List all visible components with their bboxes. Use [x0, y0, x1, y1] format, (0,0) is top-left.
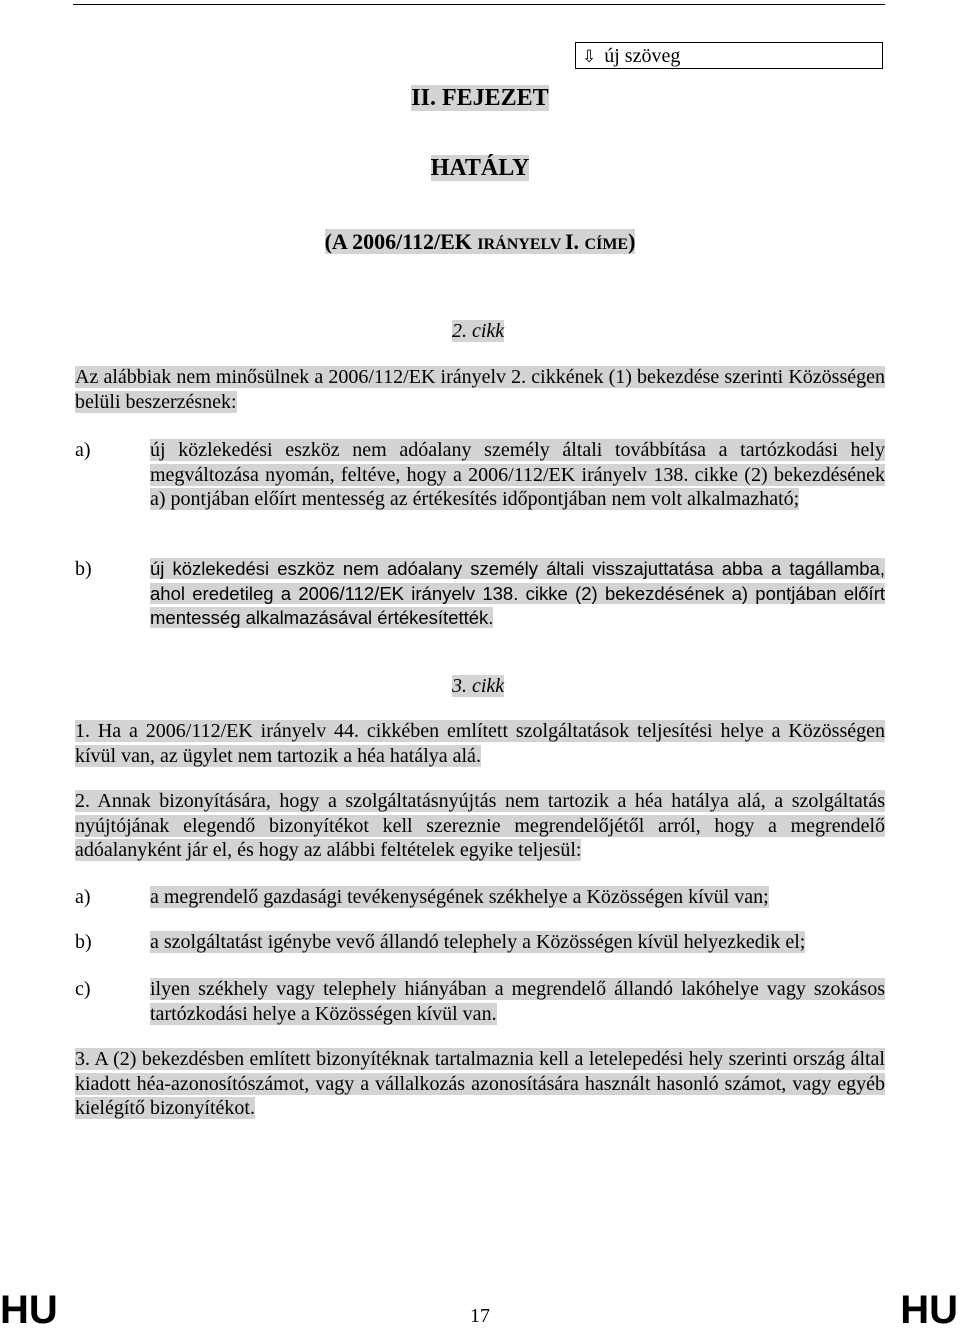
item-text: a megrendelő gazdasági tevékenységének székhelye a Közösségen kívül van;: [150, 886, 769, 908]
item-label: b): [75, 931, 92, 953]
footer-language-left: HU: [0, 1288, 58, 1332]
top-rule: [73, 4, 885, 5]
item-text: ilyen székhely vagy telephely hiányában a megrendelő állandó lakóhelye vagy szokásos tartózkodási helye a Közösségen kívül van.: [150, 978, 885, 1025]
item-label: a): [75, 886, 91, 908]
chapter-source: (A 2006/112/EK IRÁNYELV I. CÍME): [324, 229, 636, 254]
page-number: 17: [470, 1305, 490, 1327]
chapter-title: II. FEJEZET: [411, 85, 549, 111]
new-text-label: új szöveg: [604, 45, 681, 67]
item-text: új közlekedési eszköz nem adóalany személy általi visszajuttatása abba a tagállamba, ahol eredetileg a 2006/112/EK irányelv 138. cikke (2) bekezdésének a) pontjában előírt mentesség alkalmazásával értékesítették.: [150, 558, 885, 628]
item-label: b): [75, 558, 92, 580]
down-arrow-outline-icon: ⇩: [582, 47, 597, 67]
article-2-intro: Az alábbiak nem minősülnek a 2006/112/EK irányelv 2. cikkének (1) bekezdése szerinti Közösségen belüli beszerzésnek:: [75, 366, 885, 413]
item-label: c): [75, 978, 91, 1000]
article-2-heading: 2. cikk: [452, 320, 505, 342]
footer-language-right: HU: [900, 1288, 958, 1332]
article-3-paragraph-1: 1. Ha a 2006/112/EK irányelv 44. cikkében említett szolgáltatások teljesítési helye a Közösségen kívül van, az ügylet nem tartozik a héa hatálya alá.: [75, 720, 885, 767]
item-label: a): [75, 439, 91, 461]
chapter-subtitle: HATÁLY: [430, 155, 530, 181]
article-3-paragraph-2: 2. Annak bizonyítására, hogy a szolgáltatásnyújtás nem tartozik a héa hatálya alá, a szolgáltatás nyújtójának elegendő bizonyítékot kell szereznie megrendelőjétől arról, hogy a megrendelő adóalanyként jár el, és hogy az alábbi feltételek egyike teljesül:: [75, 790, 885, 861]
item-text: a szolgáltatást igénybe vevő állandó telephely a Közösségen kívül helyezkedik el;: [150, 931, 806, 953]
new-text-marker: [575, 42, 883, 69]
article-3-heading: 3. cikk: [452, 675, 505, 697]
item-text: új közlekedési eszköz nem adóalany személy általi továbbítása a tartózkodási hely megváltozása nyomán, feltéve, hogy a 2006/112/EK irányelv 138. cikke (2) bekezdésének a) pontjában előírt mentesség az értékesítés időpontjában nem volt alkalmazható;: [150, 439, 885, 510]
article-3-paragraph-3: 3. A (2) bekezdésben említett bizonyítéknak tartalmaznia kell a letelepedési hely szerinti ország által kiadott héa-azonosítószámot, vagy a vállalkozás azonosítására használt hasonló számot, vagy egyéb kielégítő bizonyítékot.: [75, 1048, 885, 1119]
